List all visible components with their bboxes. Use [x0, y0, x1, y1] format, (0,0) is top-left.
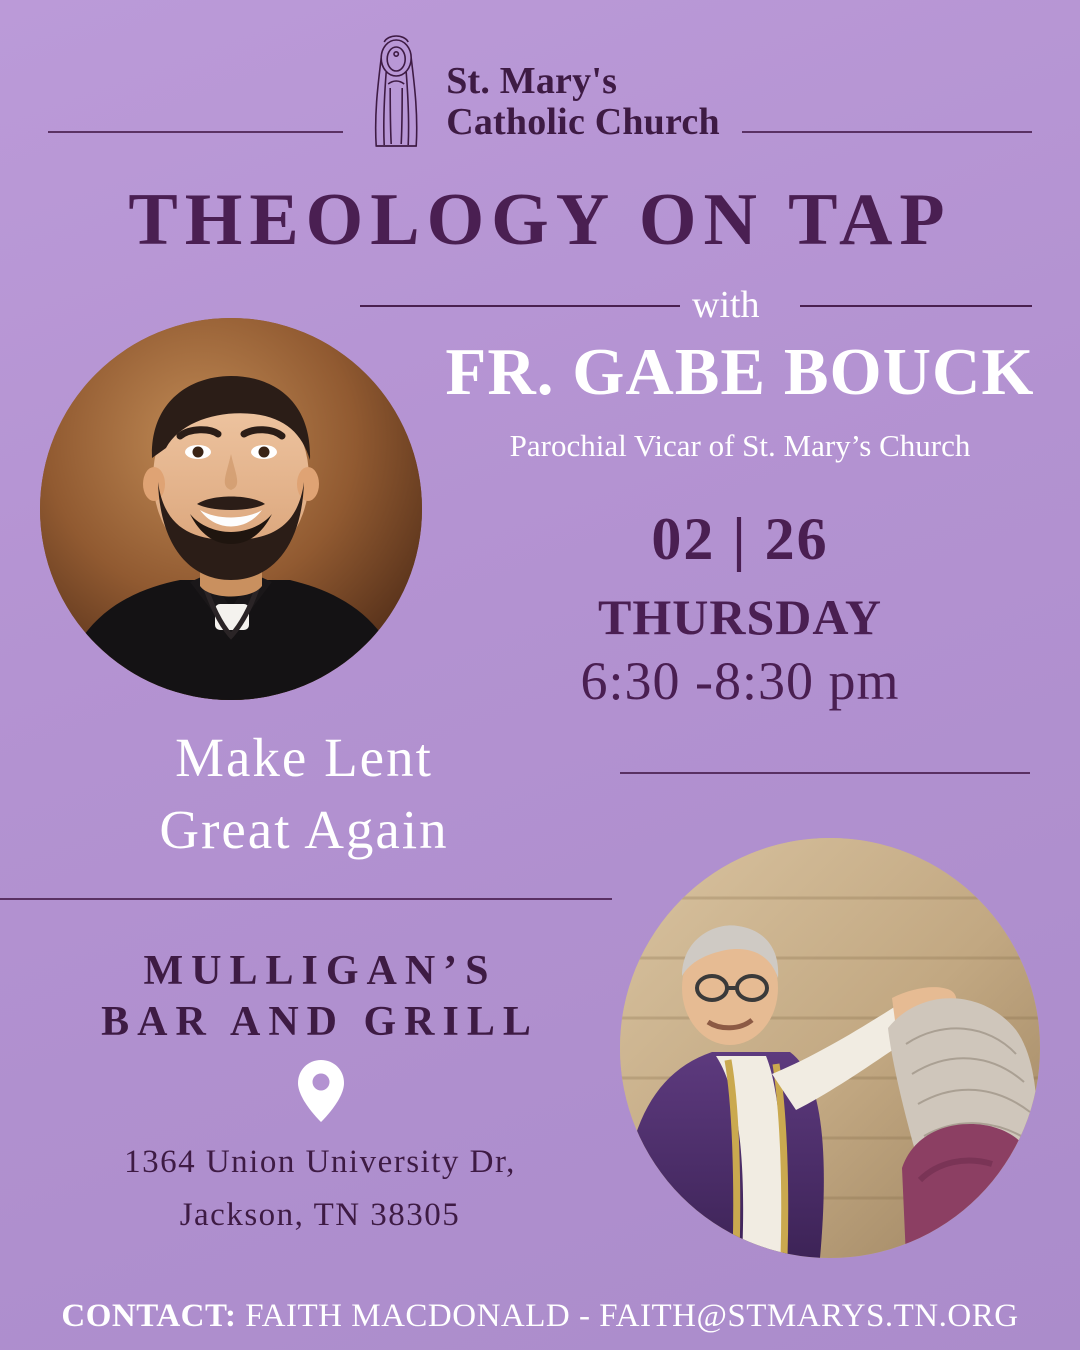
brand-logo — [360, 28, 720, 158]
talk-topic — [44, 722, 564, 865]
header — [0, 28, 1080, 173]
venue-name — [20, 946, 620, 1048]
brand-name-line1: St. Mary's — [446, 59, 618, 102]
venue-name-line2: BAR AND GRILL — [101, 999, 539, 1046]
with-divider-right — [800, 305, 1032, 307]
divider-under-time — [620, 772, 1030, 774]
venue-address-line1: 1364 Union University Dr, — [124, 1144, 516, 1180]
contact-label: CONTACT: — [61, 1298, 237, 1334]
event-weekday: THURSDAY — [597, 589, 882, 645]
speaker-role: Parochial Vicar of St. Mary’s Church — [509, 428, 971, 463]
speaker-name: FR. GABE BOUCK — [445, 335, 1035, 409]
with-label: with — [692, 284, 760, 326]
header-divider-left — [48, 131, 343, 133]
event-title: THEOLOGY ON TAP — [128, 179, 952, 261]
contact-value: FAITH MACDONALD - FAITH@STMARYS.TN.ORG — [245, 1298, 1019, 1334]
talk-topic-line2: Great Again — [159, 798, 449, 860]
contact-footer — [0, 1298, 1080, 1335]
with-divider-row — [0, 283, 1080, 329]
madonna-icon — [360, 28, 432, 158]
ashes-photo — [620, 838, 1040, 1258]
with-divider-left — [360, 305, 680, 307]
map-pin-icon — [295, 1058, 347, 1124]
speaker-portrait — [40, 318, 422, 700]
venue-address-line2: Jackson, TN 38305 — [179, 1196, 461, 1233]
venue-address — [20, 1136, 620, 1242]
header-divider-right — [742, 131, 1032, 133]
event-date: 02 | 26 — [651, 506, 829, 572]
venue-name-line1: MULLIGAN’S — [143, 948, 497, 994]
brand-name — [446, 43, 720, 143]
divider-under-topic — [0, 898, 612, 900]
brand-name-line2: Catholic Church — [446, 101, 720, 143]
talk-topic-line1: Make Lent — [175, 727, 433, 788]
event-time: 6:30 -8:30 pm — [580, 651, 900, 711]
